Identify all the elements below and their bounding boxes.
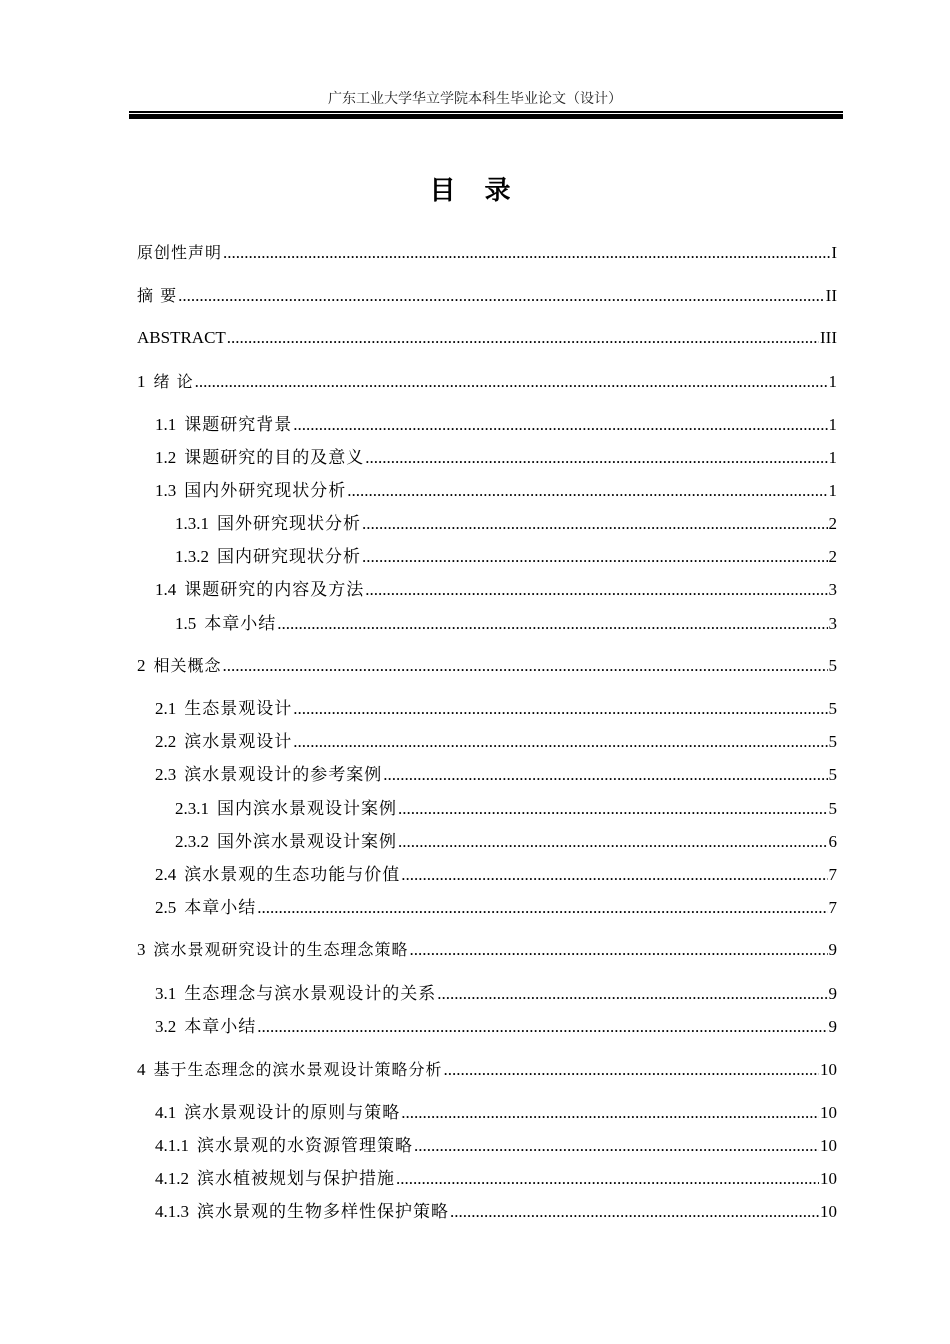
dot-leader bbox=[293, 414, 827, 436]
dot-leader bbox=[444, 1059, 819, 1081]
toc-entry-label bbox=[155, 1016, 256, 1038]
dot-leader bbox=[277, 613, 827, 635]
toc-entry-number: 2.3.2 bbox=[175, 832, 209, 851]
toc-entry-page: 3 bbox=[828, 580, 837, 599]
toc-entry-label bbox=[155, 983, 436, 1005]
toc-entry-number: 1.3 bbox=[155, 481, 177, 500]
toc-entry-title: 原创性声明 bbox=[137, 243, 223, 262]
toc-entry[interactable] bbox=[155, 447, 837, 469]
toc-entry-number: 2.3 bbox=[155, 765, 177, 784]
dot-leader bbox=[257, 1016, 827, 1038]
toc-entry-label bbox=[137, 242, 222, 264]
toc-entry-number: 1.3.1 bbox=[175, 514, 209, 533]
toc-entry-label bbox=[137, 655, 222, 677]
dot-leader bbox=[223, 242, 830, 264]
toc-entry[interactable] bbox=[155, 579, 837, 601]
toc-entry[interactable] bbox=[155, 1135, 837, 1157]
toc-entry-number: 2.5 bbox=[155, 898, 177, 917]
toc-entry-label bbox=[155, 1201, 449, 1223]
toc-entry-page: 2 bbox=[828, 514, 837, 533]
toc-entry-page: 3 bbox=[828, 614, 837, 633]
toc-entry-label bbox=[155, 864, 400, 886]
dot-leader bbox=[414, 1135, 819, 1157]
toc-entry-number: 1.5 bbox=[175, 614, 197, 633]
toc-entry[interactable] bbox=[155, 1201, 837, 1223]
running-header: 广东工业大学华立学院本科生毕业论文（设计） bbox=[328, 92, 622, 107]
toc-entry-page: 2 bbox=[828, 547, 837, 566]
toc-entry-title: 国外滨水景观设计案例 bbox=[217, 832, 397, 851]
toc-entry-title: 国内研究现状分析 bbox=[217, 547, 361, 566]
toc-entry-label bbox=[175, 546, 361, 568]
toc-entry[interactable] bbox=[155, 983, 837, 1005]
dot-leader bbox=[195, 371, 828, 393]
toc-entry-title: 滨水景观研究设计的生态理念策略 bbox=[153, 940, 409, 959]
toc-entry[interactable] bbox=[155, 480, 837, 502]
toc-entry-title: 滨水景观的水资源管理策略 bbox=[197, 1136, 413, 1155]
toc-entry[interactable] bbox=[155, 1016, 837, 1038]
toc-entry-title: 生态景观设计 bbox=[184, 699, 293, 718]
toc-entry-title: 滨水景观设计 bbox=[184, 732, 293, 751]
toc-entry-number: 1.2 bbox=[155, 448, 177, 467]
toc-entry-label bbox=[155, 480, 346, 502]
toc-entry-title: 本章小结 bbox=[184, 1017, 257, 1036]
toc-entry-title: 摘 要 bbox=[137, 286, 178, 305]
toc-entry-number: 1.3.2 bbox=[175, 547, 209, 566]
toc-entry-number: 4.1.2 bbox=[155, 1169, 189, 1188]
toc-entry-label bbox=[175, 831, 397, 853]
toc-entry-number: 2.1 bbox=[155, 699, 177, 718]
toc-entry-title: 课题研究的目的及意义 bbox=[184, 448, 365, 467]
dot-leader bbox=[398, 831, 828, 853]
toc-entry[interactable] bbox=[155, 698, 837, 720]
toc-entry-title: ABSTRACT bbox=[137, 328, 226, 347]
page-title: 目 录 bbox=[429, 176, 521, 206]
dot-leader bbox=[227, 327, 819, 349]
toc-entry-title: 本章小结 bbox=[204, 614, 277, 633]
toc-entry[interactable] bbox=[175, 546, 837, 568]
dot-leader bbox=[257, 897, 827, 919]
toc-entry-page: 10 bbox=[820, 1169, 837, 1188]
toc-entry-page: III bbox=[820, 328, 837, 347]
toc-entry-page: 5 bbox=[828, 699, 837, 718]
toc-entry[interactable] bbox=[137, 655, 837, 677]
toc-entry-title: 滨水植被规划与保护措施 bbox=[197, 1169, 395, 1188]
toc-entry-page: II bbox=[825, 286, 837, 305]
toc-entry-page: 10 bbox=[820, 1136, 837, 1155]
toc-entry-number: 4.1.3 bbox=[155, 1202, 189, 1221]
toc-entry-label bbox=[155, 1168, 395, 1190]
toc-entry-label bbox=[155, 698, 292, 720]
dot-leader bbox=[178, 285, 825, 307]
toc-entry-page: 9 bbox=[828, 940, 837, 959]
toc-entry-title: 滨水景观的生物多样性保护策略 bbox=[197, 1202, 449, 1221]
toc-entry-title: 国内外研究现状分析 bbox=[184, 481, 347, 500]
toc-entry-label bbox=[155, 731, 292, 753]
toc-entry[interactable] bbox=[137, 939, 837, 961]
toc-entry[interactable] bbox=[155, 897, 837, 919]
toc-entry-number: 1.4 bbox=[155, 580, 177, 599]
dot-leader bbox=[396, 1168, 819, 1190]
toc-entry-title: 国外研究现状分析 bbox=[217, 514, 361, 533]
toc-entry-page: 7 bbox=[828, 865, 837, 884]
toc-entry[interactable] bbox=[155, 764, 837, 786]
dot-leader bbox=[223, 655, 828, 677]
toc-entry-label bbox=[155, 1102, 400, 1124]
toc-entry-label bbox=[155, 579, 364, 601]
toc-entry[interactable] bbox=[137, 327, 837, 349]
toc-entry-page: 5 bbox=[828, 799, 837, 818]
toc-entry-page: 9 bbox=[828, 1017, 837, 1036]
toc-entry-number: 3.2 bbox=[155, 1017, 177, 1036]
toc-entry-label bbox=[175, 513, 361, 535]
toc-entry[interactable] bbox=[137, 242, 837, 264]
toc-entry-page: 10 bbox=[820, 1060, 837, 1079]
toc-entry-number: 1.1 bbox=[155, 415, 177, 434]
toc-entry-title: 滨水景观的生态功能与价值 bbox=[184, 865, 401, 884]
toc-entry-title: 课题研究背景 bbox=[184, 415, 293, 434]
toc-entry[interactable] bbox=[155, 1102, 837, 1124]
toc-entry-page: 5 bbox=[828, 732, 837, 751]
toc-entry-label bbox=[137, 371, 194, 393]
toc-entry-page: 10 bbox=[820, 1202, 837, 1221]
toc-entry-page: 6 bbox=[828, 832, 837, 851]
header-rule-thin bbox=[129, 111, 843, 113]
toc-entry-label bbox=[137, 327, 226, 349]
toc-entry-number: 2 bbox=[137, 656, 146, 675]
dot-leader bbox=[401, 1102, 819, 1124]
toc-entry-label bbox=[155, 897, 256, 919]
toc-entry-label bbox=[137, 1059, 443, 1081]
toc-entry-label bbox=[155, 447, 364, 469]
toc-entry-page: 5 bbox=[828, 765, 837, 784]
toc-entry-number: 2.3.1 bbox=[175, 799, 209, 818]
toc-entry-number: 1 bbox=[137, 372, 146, 391]
dot-leader bbox=[365, 447, 827, 469]
toc-entry-title: 生态理念与滨水景观设计的关系 bbox=[184, 984, 437, 1003]
toc-entry-number: 4.1 bbox=[155, 1103, 177, 1122]
toc-entry[interactable] bbox=[175, 513, 837, 535]
dot-leader bbox=[365, 579, 827, 601]
toc-entry-page: 7 bbox=[828, 898, 837, 917]
toc-entry[interactable] bbox=[175, 831, 837, 853]
dot-leader bbox=[383, 764, 827, 786]
header-rule-thick bbox=[129, 114, 843, 119]
toc-entry-page: I bbox=[831, 243, 837, 262]
dot-leader bbox=[437, 983, 827, 1005]
toc-entry-label bbox=[175, 798, 397, 820]
toc-entry-label bbox=[137, 285, 177, 307]
toc-entry-title: 课题研究的内容及方法 bbox=[184, 580, 365, 599]
toc-entry[interactable] bbox=[137, 1059, 837, 1081]
toc-entry[interactable] bbox=[175, 798, 837, 820]
toc-entry-page: 10 bbox=[820, 1103, 837, 1122]
toc-entry-number: 3 bbox=[137, 940, 146, 959]
dot-leader bbox=[293, 698, 827, 720]
toc-entry-title: 滨水景观设计的原则与策略 bbox=[184, 1103, 401, 1122]
dot-leader bbox=[293, 731, 827, 753]
toc-entry-page: 5 bbox=[828, 656, 837, 675]
dot-leader bbox=[398, 798, 828, 820]
dot-leader bbox=[362, 513, 828, 535]
toc-entry-page: 1 bbox=[828, 481, 837, 500]
toc-entry[interactable] bbox=[137, 285, 837, 307]
toc-entry-number: 2.4 bbox=[155, 865, 177, 884]
toc-entry-title: 滨水景观设计的参考案例 bbox=[184, 765, 383, 784]
toc-entry-title: 本章小结 bbox=[184, 898, 257, 917]
toc-entry-page: 1 bbox=[828, 415, 837, 434]
toc-entry-label bbox=[155, 414, 292, 436]
dot-leader bbox=[401, 864, 827, 886]
dot-leader bbox=[410, 939, 828, 961]
toc-entry[interactable] bbox=[175, 613, 837, 635]
toc-entry[interactable] bbox=[155, 864, 837, 886]
toc-entry-number: 4.1.1 bbox=[155, 1136, 189, 1155]
toc-entry-number: 2.2 bbox=[155, 732, 177, 751]
toc-entry-label bbox=[155, 764, 382, 786]
toc-entry-title: 基于生态理念的滨水景观设计策略分析 bbox=[153, 1060, 443, 1079]
toc-entry-title: 绪 论 bbox=[153, 372, 194, 391]
toc-entry-page: 1 bbox=[828, 372, 837, 391]
toc-entry-label bbox=[175, 613, 276, 635]
toc-entry[interactable] bbox=[155, 1168, 837, 1190]
toc-entry-title: 相关概念 bbox=[153, 656, 222, 675]
toc-entry-label bbox=[137, 939, 409, 961]
toc-entry[interactable] bbox=[155, 731, 837, 753]
dot-leader bbox=[362, 546, 828, 568]
toc-entry-title: 国内滨水景观设计案例 bbox=[217, 799, 397, 818]
toc-entry-number: 3.1 bbox=[155, 984, 177, 1003]
toc-entry-number: 4 bbox=[137, 1060, 146, 1079]
toc-entry[interactable] bbox=[155, 414, 837, 436]
toc-entry-page: 9 bbox=[828, 984, 837, 1003]
toc-entry-label bbox=[155, 1135, 413, 1157]
toc-entry-page: 1 bbox=[828, 448, 837, 467]
dot-leader bbox=[347, 480, 827, 502]
dot-leader bbox=[450, 1201, 819, 1223]
toc-entry[interactable] bbox=[137, 371, 837, 393]
